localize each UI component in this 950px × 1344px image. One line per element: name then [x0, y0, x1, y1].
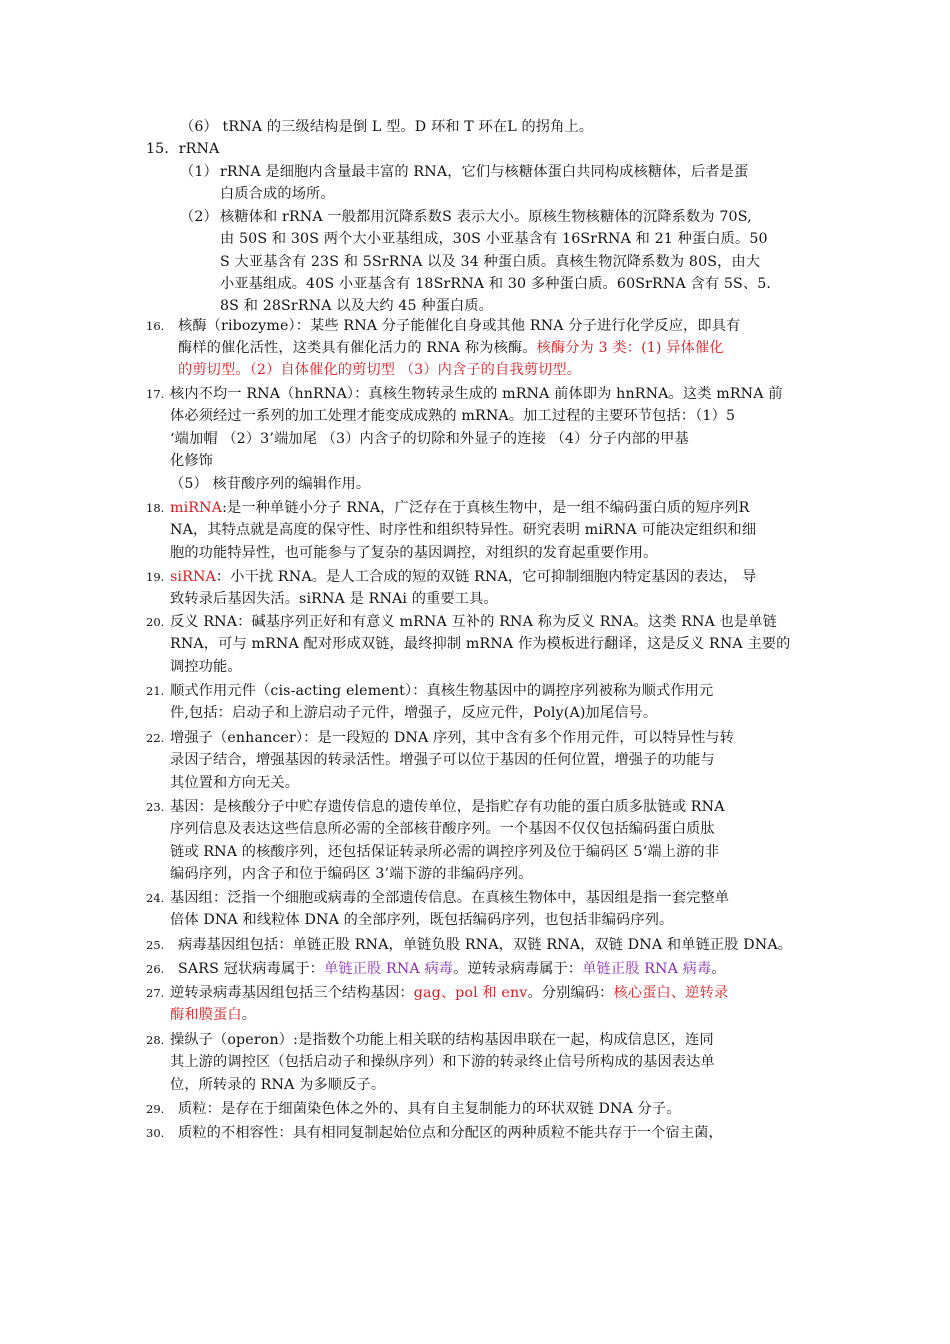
encoded-proteins-cont: 酶和膜蛋白 — [170, 1007, 242, 1023]
item16-line2 — [178, 337, 724, 360]
item28-line1: 操纵子（operon）:是指数个功能上相关联的结构基因串联在一起，构成信息区，连同 — [170, 1032, 714, 1048]
item23-line2: 序列信息及表达这些信息所必需的全部核苷酸序列。一个基因不仅仅包括编码蛋白质肽 — [170, 821, 715, 837]
item18-line3: 胞的功能特异性，也可能参与了复杂的基因调控，对组织的发育起重要作用。 — [170, 545, 658, 561]
item29-line1: 质粒：是存在于细菌染色体之外的、具有自主复制能力的环状双链 DNA 分子。 — [178, 1101, 681, 1117]
item22-line3: 其位置和方向无关。 — [170, 775, 300, 791]
item27-text2: 。分别编码： — [527, 985, 614, 1001]
item27-end: 。 — [241, 1007, 257, 1023]
item15-sub2-line4: 小亚基组成。40S 小亚基含有 18SrRNA 和 30 多种蛋白质。60SrRNA 含有 5S、5. — [220, 276, 772, 292]
item15-sub2-label: （2） — [180, 209, 218, 225]
item20-line3: 调控功能。 — [170, 659, 242, 675]
item21-number: 21. — [146, 684, 165, 698]
item30-line1: 质粒的不相容性：具有相同复制起始位点和分配区的两种质粒不能共存于一个宿主菌， — [178, 1125, 723, 1141]
item15-sub2-line2: 由 50S 和 30S 两个大小亚基组成，30S 小亚基含有 16SrRNA 和 21 种蛋白质。50 — [220, 231, 768, 247]
item17-line4: 化修饰 — [170, 453, 214, 469]
item16-line1: 核酶（ribozyme）：某些 RNA 分子能催化自身或其他 RNA 分子进行化学反应，即具有 — [178, 318, 741, 334]
item16-ribozyme-types: 核酶分为 3 类：(1) 异体催化 — [536, 340, 724, 356]
item24-line1: 基因组：泛指一个细胞或病毒的全部遗传信息。在真核生物体中，基因组是指一套完整单 — [170, 890, 730, 906]
sars-text: SARS 冠状病毒属于： — [178, 961, 324, 977]
item26-number: 26. — [146, 962, 165, 976]
item17-number: 17. — [146, 387, 165, 401]
item23-line1: 基因：是核酸分子中贮存遗传信息的遗传单位，是指贮存有功能的蛋白质多肽链或 RNA — [170, 799, 725, 815]
item15-sub2-line5: 8S 和 28SrRNA 以及大约 45 种蛋白质。 — [220, 298, 494, 314]
item28-line3: 位，所转录的 RNA 为多顺反子。 — [170, 1077, 386, 1093]
item26-end: 。 — [711, 961, 726, 977]
encoded-proteins: 核心蛋白、逆转录 — [613, 985, 729, 1001]
item24-line2: 倍体 DNA 和线粒体 DNA 的全部序列，既包括编码序列，也包括非编码序列。 — [170, 912, 674, 928]
item27-text1: 逆转录病毒基因组包括三个结构基因： — [170, 985, 414, 1001]
item27-line1 — [170, 982, 728, 1005]
item20-line1: 反义 RNA：碱基序列正好和有意义 mRNA 互补的 RNA 称为反义 RNA。这类 RNA 也是单链 — [170, 614, 777, 630]
item22-line2: 录因子结合，增强基因的转录活性。增强子可以位于基因的任何位置，增强子的功能与 — [170, 752, 715, 768]
item-text: tRNA 的三级结构是倒 L 型。D 环和 T 环在L 的拐角上。 — [222, 119, 594, 135]
item18-line2: NA，其特点就是高度的保守性、时序性和组织特异性。研究表明 miRNA 可能决定组织和细 — [170, 522, 757, 538]
item15-heading: 15．rRNA — [146, 141, 220, 157]
item27-line2 — [170, 1004, 256, 1027]
item15-sub2-line3: S 大亚基含有 23S 和 5SrRNA 以及 34 种蛋白质。真核生物沉降系数为 80S，由大 — [220, 254, 761, 270]
item23-number: 23. — [146, 800, 165, 814]
retrovirus-type: 单链正股 RNA 病毒 — [582, 961, 712, 977]
item15-sub1-line1: rRNA 是细胞内含量最丰富的 RNA，它们与核糖体蛋白共同构成核糖体，后者是蛋 — [220, 164, 749, 180]
item22-number: 22. — [146, 731, 165, 745]
item19-line1-text: ：小干扰 RNA。是人工合成的短的双链 RNA，它可抑制细胞内特定基因的表达， 导 — [215, 569, 757, 585]
item30-number: 30. — [146, 1126, 165, 1140]
item21-line1: 顺式作用元件（cis-acting element）：真核生物基因中的调控序列被称为顺式作用元 — [170, 683, 714, 699]
item21-line2: 件,包括：启动子和上游启动子元件，增强子，反应元件，Poly(A)加尾信号。 — [170, 705, 658, 721]
item15-sub2-line1: 核糖体和 rRNA 一般都用沉降系数S 表示大小。原核生物核糖体的沉降系数为 70S, — [220, 209, 752, 225]
item24-number: 24. — [146, 891, 165, 905]
item-label: （6） — [180, 119, 218, 135]
item22-line1: 增强子（enhancer）：是一段短的 DNA 序列，其中含有多个作用元件，可以特异性与转 — [170, 730, 735, 746]
item19-line2: 致转录后基因失活。siRNA 是 RNAi 的重要工具。 — [170, 591, 498, 607]
item18-number: 18. — [146, 501, 165, 515]
item20-line2: RNA，可与 mRNA 配对形成双链，最终抑制 mRNA 作为模板进行翻译，这是反义 RNA 主要的 — [170, 636, 791, 652]
retrovirus-text: 。逆转录病毒属于： — [453, 961, 583, 977]
retrovirus-genes: gag、pol 和 env — [413, 985, 528, 1001]
item15-sub1-line2: 白质合成的场所。 — [220, 186, 335, 202]
item16-line3: 的剪切型。（2）自体催化的剪切型 （3）内含子的自我剪切型。 — [178, 362, 582, 378]
item20-number: 20. — [146, 615, 165, 629]
sars-virus-type: 单链正股 RNA 病毒 — [324, 961, 454, 977]
item17-line1: 核内不均一 RNA（hnRNA）：真核生物转录生成的 mRNA 前体即为 hnRNA。这类 mRNA 前 — [170, 386, 783, 402]
item15-sub1-label: （1） — [180, 164, 218, 180]
item19-line1 — [170, 566, 756, 589]
item16-line2-text: 酶样的催化活性，这类具有催化活力的 RNA 称为核酶。 — [178, 340, 537, 356]
item25-line1: 病毒基因组包括：单链正股 RNA，单链负股 RNA，双链 RNA，双链 DNA 和单链正股 DNA。 — [178, 937, 793, 953]
item17-line2: 体必须经过一系列的加工处理才能变成成熟的 mRNA。加工过程的主要环节包括：（1）5 — [170, 408, 736, 424]
item28-number: 28. — [146, 1033, 165, 1047]
item27-number: 27. — [146, 986, 165, 1000]
mirna-term: miRNA — [170, 500, 223, 516]
item28-line2: 其上游的调控区（包括启动子和操纵序列）和下游的转录终止信号所构成的基因表达单 — [170, 1054, 715, 1070]
item25-number: 25. — [146, 938, 165, 952]
item14-6 — [180, 116, 593, 139]
item17-line5: （5） 核苷酸序列的编辑作用。 — [170, 476, 371, 492]
item18-line1 — [170, 497, 749, 520]
item16-number: 16. — [146, 319, 165, 333]
item23-line3: 链或 RNA 的核酸序列，还包括保证转录所必需的调控序列及位于编码区 5‘端上游的非 — [170, 844, 720, 860]
item29-number: 29. — [146, 1102, 165, 1116]
item18-line1-text: :是一种单链小分子 RNA，广泛存在于真核生物中，是一组不编码蛋白质的短序列R — [222, 500, 750, 516]
item19-number: 19. — [146, 570, 165, 584]
item26-line1 — [178, 958, 726, 981]
item17-line3: ‘端加帽 （2）3’端加尾 （3）内含子的切除和外显子的连接 （4）分子内部的甲基 — [170, 431, 689, 447]
item23-line4: 编码序列，内含子和位于编码区 3’端下游的非编码序列。 — [170, 866, 533, 882]
sirna-term: siRNA — [170, 569, 216, 585]
